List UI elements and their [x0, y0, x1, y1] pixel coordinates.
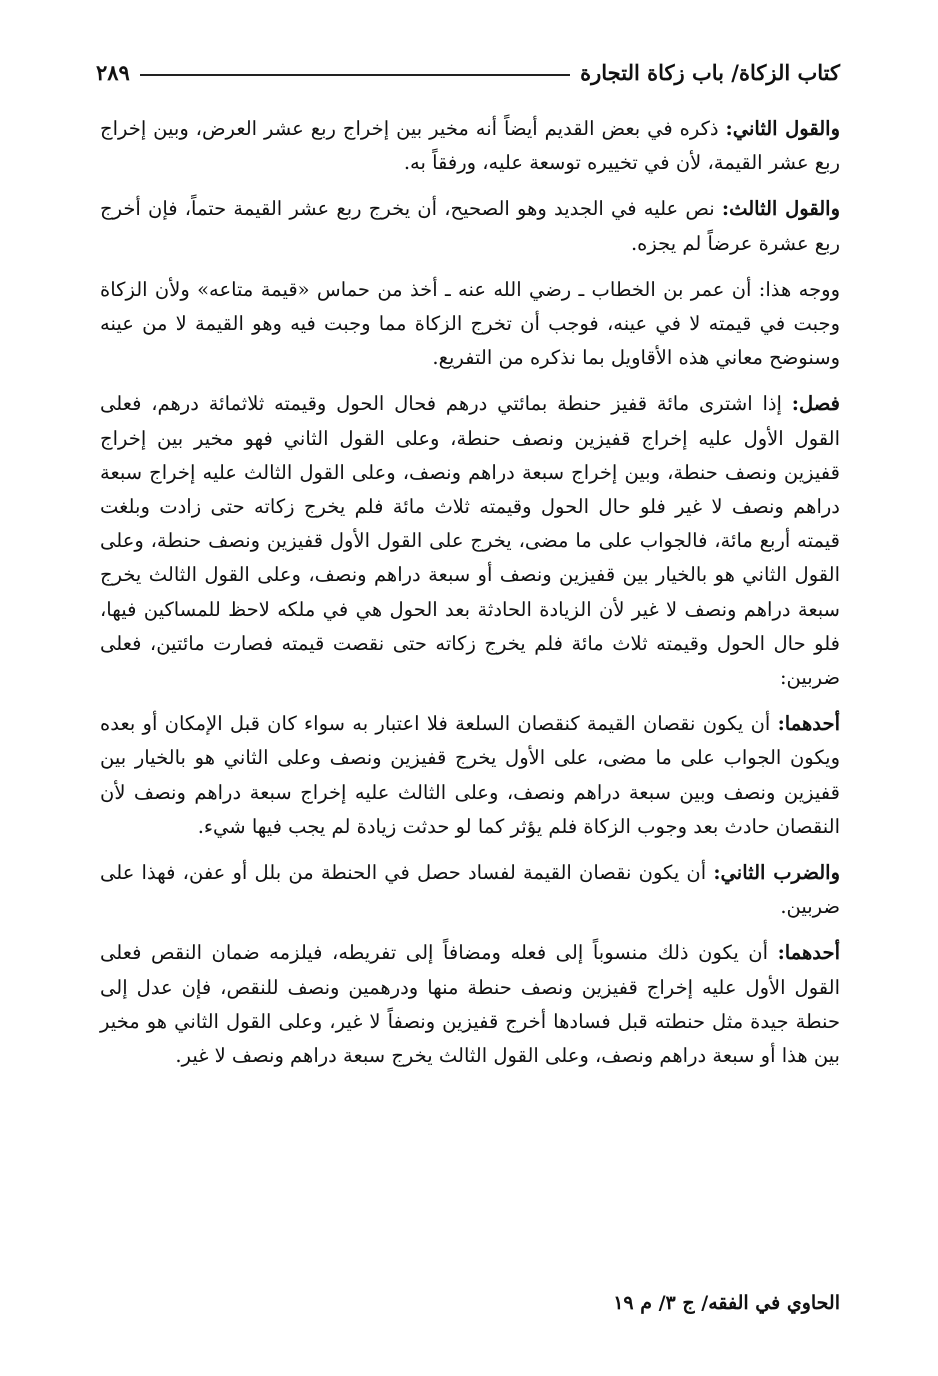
paragraph: [100, 112, 840, 180]
paragraph-text: ذكره في بعض القديم أيضاً أنه مخير بين إخراج ربع عشر العرض، وبين إخراج ربع عشر القيمة، لأن في تخييره توسعة عليه، ورفقاً به.: [100, 117, 840, 175]
paragraph: [100, 192, 840, 260]
paragraph: [100, 856, 840, 924]
paragraph-label: والقول الثاني:: [725, 117, 841, 140]
paragraph-label: والقول الثالث:: [721, 197, 840, 221]
paragraph-label: أحدهما:: [777, 941, 840, 965]
header-title: كتاب الزكاة/ باب زكاة التجارة: [580, 59, 840, 85]
paragraph-label: فصل:: [791, 392, 840, 416]
paragraph: [100, 273, 840, 376]
paragraph: [100, 387, 840, 695]
volume-signature: الحاوي في الفقه/ ج ٣/ م ١٩: [613, 1292, 840, 1314]
paragraph-text: أن يكون ذلك منسوباً إلى فعله ومضافاً إلى تفريطه، فيلزمه ضمان النقص فعلى القول الأول عليه إخراج قفيزين ونصف حنطة منها ودرهمين ونصف للنقص، فإن عدل إلى حنطة جيدة مثل حنطته قبل فسادها أخرج قفيزين ونصفاً لا غير، وعلى القول الثاني هو مخير بين هذا أو سبعة دراهم ونصف، وعلى القول الثالث يخرج سبعة دراهم ونصف لا غير.: [100, 941, 841, 1068]
page-number: ٢٨٩: [96, 59, 130, 85]
paragraph-text: أن يكون نقصان القيمة لفساد حصل في الحنطة من بلل أو عفن، فهذا على ضربين.: [100, 861, 840, 919]
running-header: [96, 52, 840, 92]
header-rule: [140, 74, 570, 76]
paragraph-text: ووجه هذا: أن عمر بن الخطاب ـ رضي الله عنه ـ أخذ من حماس «قيمة متاعه» ولأن الزكاة وجبت في قيمته لا في عينه، فوجب أن تخرج الزكاة مما وجبت فيه وهو القيمة لا من عينه وسنوضح معاني هذه الأقاويل بما نذكره من التفريع.: [100, 277, 840, 370]
paragraph-text: إذا اشترى مائة قفيز حنطة بمائتي درهم فحال الحول وقيمته ثلاثمائة درهم، فعلى القول الأول عليه إخراج قفيزين ونصف حنطة، وعلى القول الثاني فهو مخير بين إخراج قفيزين ونصف حنطة، وبين إخراج سبعة دراهم ونصف، وعلى القول الثالث عليه إخراج سبعة دراهم ونصف لا غير فلو حال الحول وقيمته ثلاث مائة فلم يخرج زكاته حتى زادت وبلغت قيمته أربع مائة، فالجواب على ما مضى، يخرج على القول الأول قفيزين ونصف حنطة، وعلى القول الثاني هو بالخيار بين قفيزين ونصف أو سبعة دراهم ونصف، وعلى القول الثالث يخرج سبعة دراهم ونصف لا غير لأن الزيادة الحادثة بعد الحول هي في ملكه لاحظ للمساكين فيها، فلو حال الحول وقيمته ثلاث مائة فلم يخرج زكاته حتى نقصت قيمته فصارت مائتين، فعلى ضربين:: [100, 392, 840, 690]
paragraph-label: والضرب الثاني:: [713, 861, 841, 885]
page-body: [100, 112, 840, 1085]
paragraph: [100, 936, 840, 1073]
paragraph-text: نص عليه في الجديد وهو الصحيح، أن يخرج ربع عشر القيمة حتماً، فإن أخرج ربع عشرة عرضاً لم يجزه.: [100, 197, 840, 255]
paragraph-text: أن يكون نقصان القيمة كنقصان السلعة فلا اعتبار به سواء كان قبل الإمكان أو بعده ويكون الجواب على ما مضى، على الأول يخرج قفيزين ونصف وعلى الثاني هو بالخيار بين قفيزين ونصف وبين سبعة دراهم ونصف، وعلى الثالث عليه إخراج سبعة دراهم ونصف لأن النقصان حادث بعد وجوب الزكاة فلم يؤثر كما لو حدثت زيادة لم يجب فيها شيء.: [100, 712, 840, 838]
paragraph: [100, 707, 840, 844]
paragraph-label: أحدهما:: [777, 712, 840, 736]
